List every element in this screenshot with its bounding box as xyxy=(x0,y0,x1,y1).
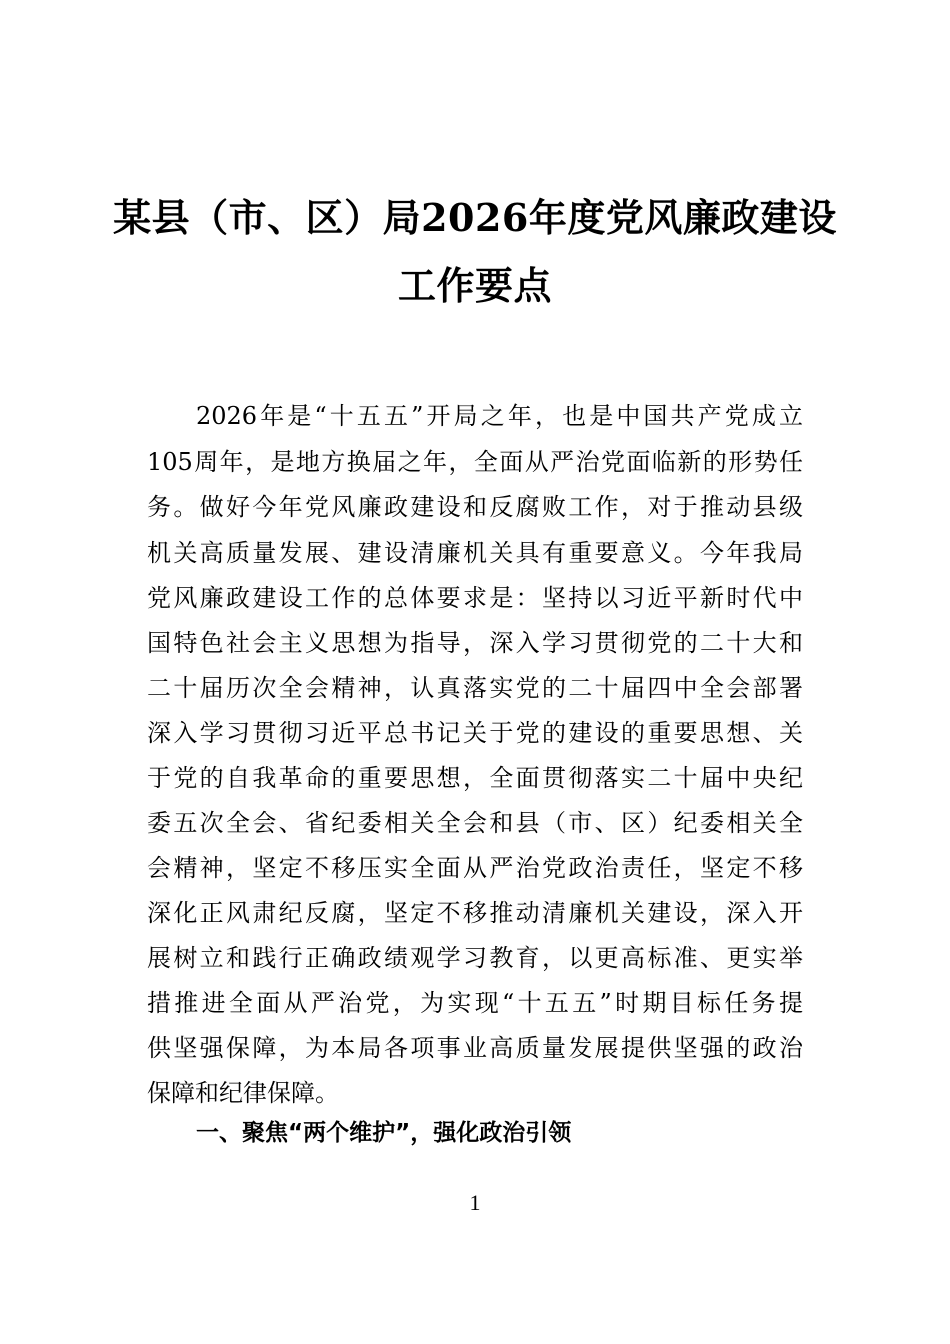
paragraph-line: 委五次全会、省纪委相关全会和县（市、区）纪委相关全 xyxy=(147,809,803,837)
paragraph-line: 深入学习贯彻习近平总书记关于党的建设的重要思想、关 xyxy=(147,719,803,747)
document-title-line-2: 工作要点 xyxy=(397,263,552,308)
section-heading: 一、聚焦“两个维护”，强化政治引领 xyxy=(196,1120,572,1146)
paragraph-line: 党风廉政建设工作的总体要求是：坚持以习近平新时代中 xyxy=(147,584,803,612)
paragraph-line: 105周年，是地方换届之年，全面从严治党面临新的形势任 xyxy=(147,448,803,476)
paragraph-line: 深化正风肃纪反腐，坚定不移推动清廉机关建设，深入开 xyxy=(147,899,803,927)
paragraph-line: 务。做好今年党风廉政建设和反腐败工作，对于推动县级 xyxy=(147,493,803,521)
paragraph-line: 供坚强保障，为本局各项事业高质量发展提供坚强的政治 xyxy=(147,1034,803,1062)
paragraph-line: 于党的自我革命的重要思想，全面贯彻落实二十届中央纪 xyxy=(147,764,803,792)
paragraph-line: 展树立和践行正确政绩观学习教育，以更高标准、更实举 xyxy=(147,944,803,972)
page-number: 1 xyxy=(469,1190,481,1215)
document-title-line-1: 某县（市、区）局2026年度党风廉政建设 xyxy=(113,195,837,240)
paragraph-line: 机关高质量发展、建设清廉机关具有重要意义。今年我局 xyxy=(147,539,803,567)
paragraph-line: 2026年是“十五五”开局之年，也是中国共产党成立 xyxy=(196,402,803,430)
paragraph-line: 二十届历次全会精神，认真落实党的二十届四中全会部署 xyxy=(147,674,803,702)
paragraph-line: 国特色社会主义思想为指导，深入学习贯彻党的二十大和 xyxy=(147,629,803,657)
paragraph-line: 措推进全面从严治党，为实现“十五五”时期目标任务提 xyxy=(147,989,803,1017)
paragraph-line: 保障和纪律保障。 xyxy=(147,1079,339,1107)
paragraph-line: 会精神，坚定不移压实全面从严治党政治责任，坚定不移 xyxy=(147,854,803,882)
